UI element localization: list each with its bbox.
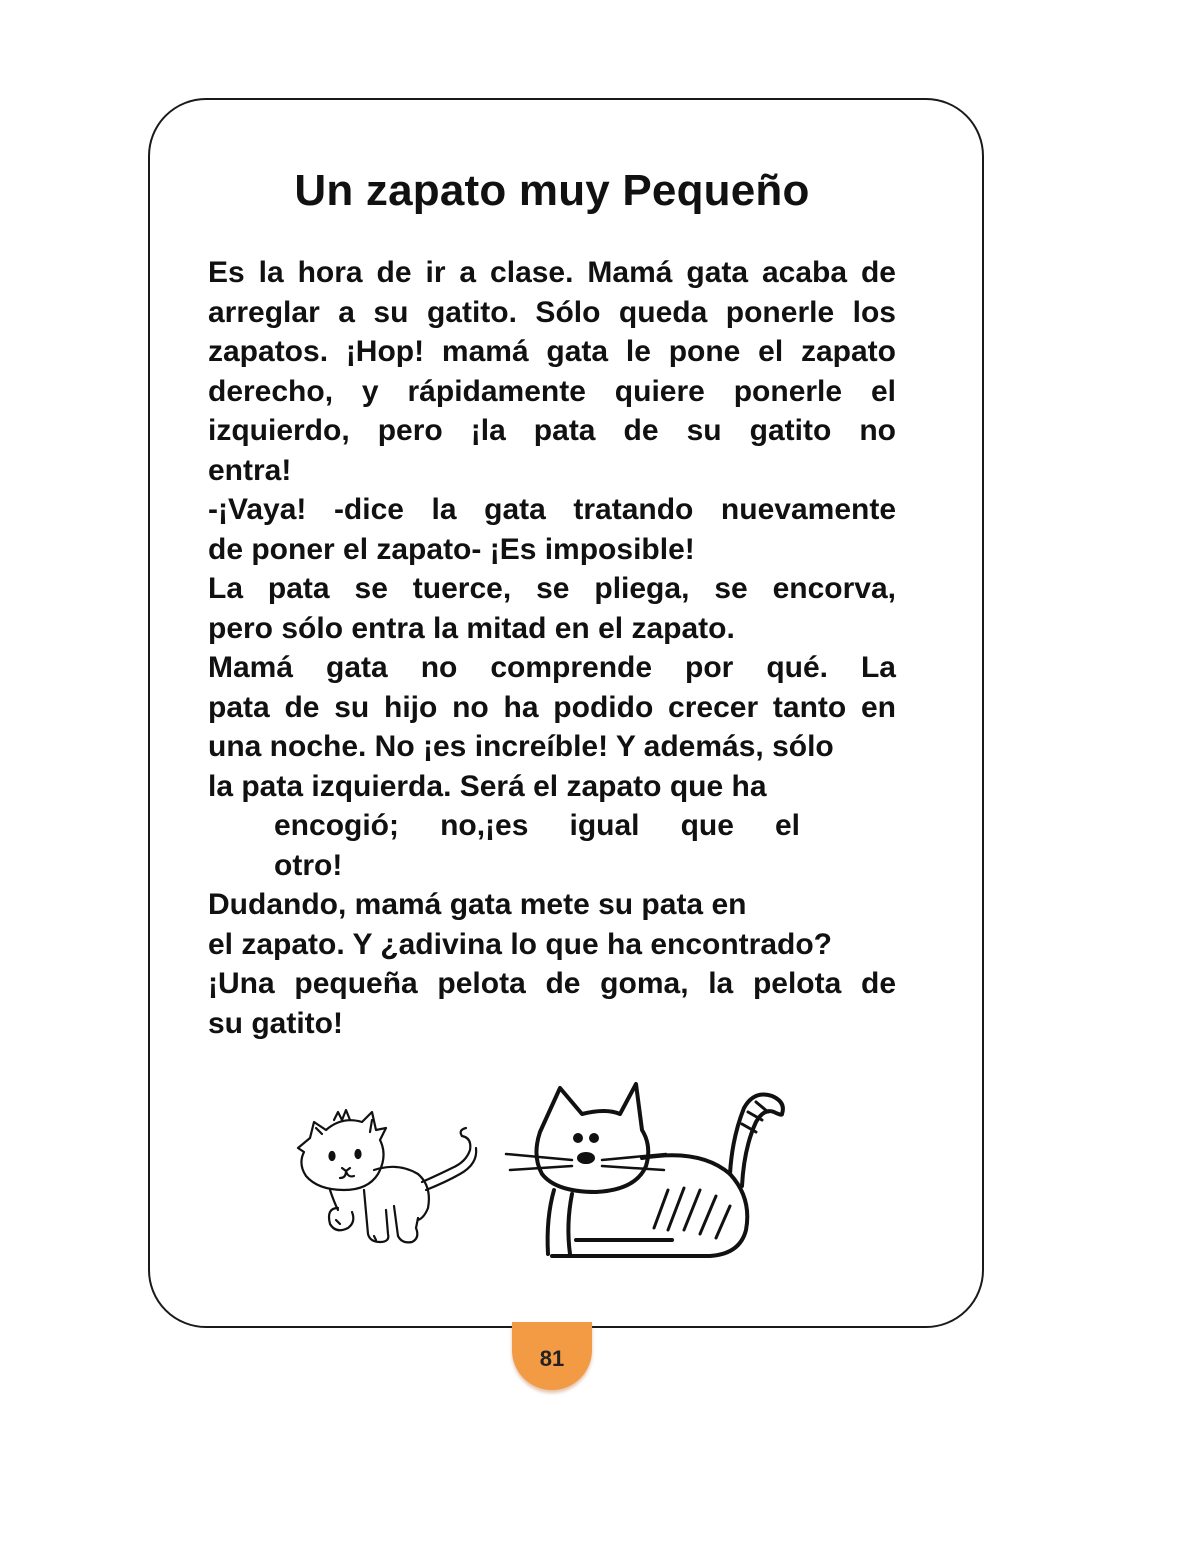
story-line: ¡Una pequeña pelota de goma, la pelota de — [208, 967, 896, 1000]
page-title: Un zapato muy Pequeño — [294, 166, 810, 215]
story-line: Es la hora de ir a clase. Mamá gata acaba de — [208, 256, 896, 289]
story-text — [208, 253, 896, 1043]
story-line: su gatito! — [208, 1006, 343, 1040]
story-line: izquierdo, pero ¡la pata de su gatito no — [208, 414, 896, 447]
story-line: zapatos. ¡Hop! mamá gata le pone el zapato — [208, 335, 896, 368]
story-line: la pata izquierda. Será el zapato que ha — [208, 769, 767, 803]
story-line: una noche. No ¡es increíble! Y además, sólo — [208, 730, 834, 763]
story-line: de poner el zapato- ¡Es imposible! — [208, 532, 695, 566]
kitten-drawing — [298, 1110, 476, 1242]
page-number: 81 — [539, 1346, 565, 1371]
story-line: arreglar a su gatito. Sólo queda ponerle los — [208, 295, 896, 329]
story-line: derecho, y rápidamente quiere ponerle el — [208, 374, 896, 408]
mother-cat-drawing — [506, 1084, 783, 1256]
story-line: encogió; no,¡es igual que el — [274, 809, 800, 842]
story-line: -¡Vaya! -dice la gata tratando nuevamente — [208, 493, 896, 526]
story-line: Mamá gata no comprende por qué. La — [208, 651, 896, 684]
story-line: pata de su hijo no ha podido crecer tanto en — [208, 690, 896, 724]
story-line: Dudando, mamá gata mete su pata en — [208, 888, 747, 921]
story-line: otro! — [274, 848, 343, 882]
story-line: entra! — [208, 453, 292, 487]
story-line: pero sólo entra la mitad en el zapato. — [208, 611, 735, 645]
cats-illustration — [290, 1078, 800, 1268]
page-number-badge — [512, 1322, 592, 1390]
story-line: el zapato. Y ¿adivina lo que ha encontrado? — [208, 927, 833, 961]
story-line: La pata se tuerce, se pliega, se encorva, — [208, 572, 896, 605]
